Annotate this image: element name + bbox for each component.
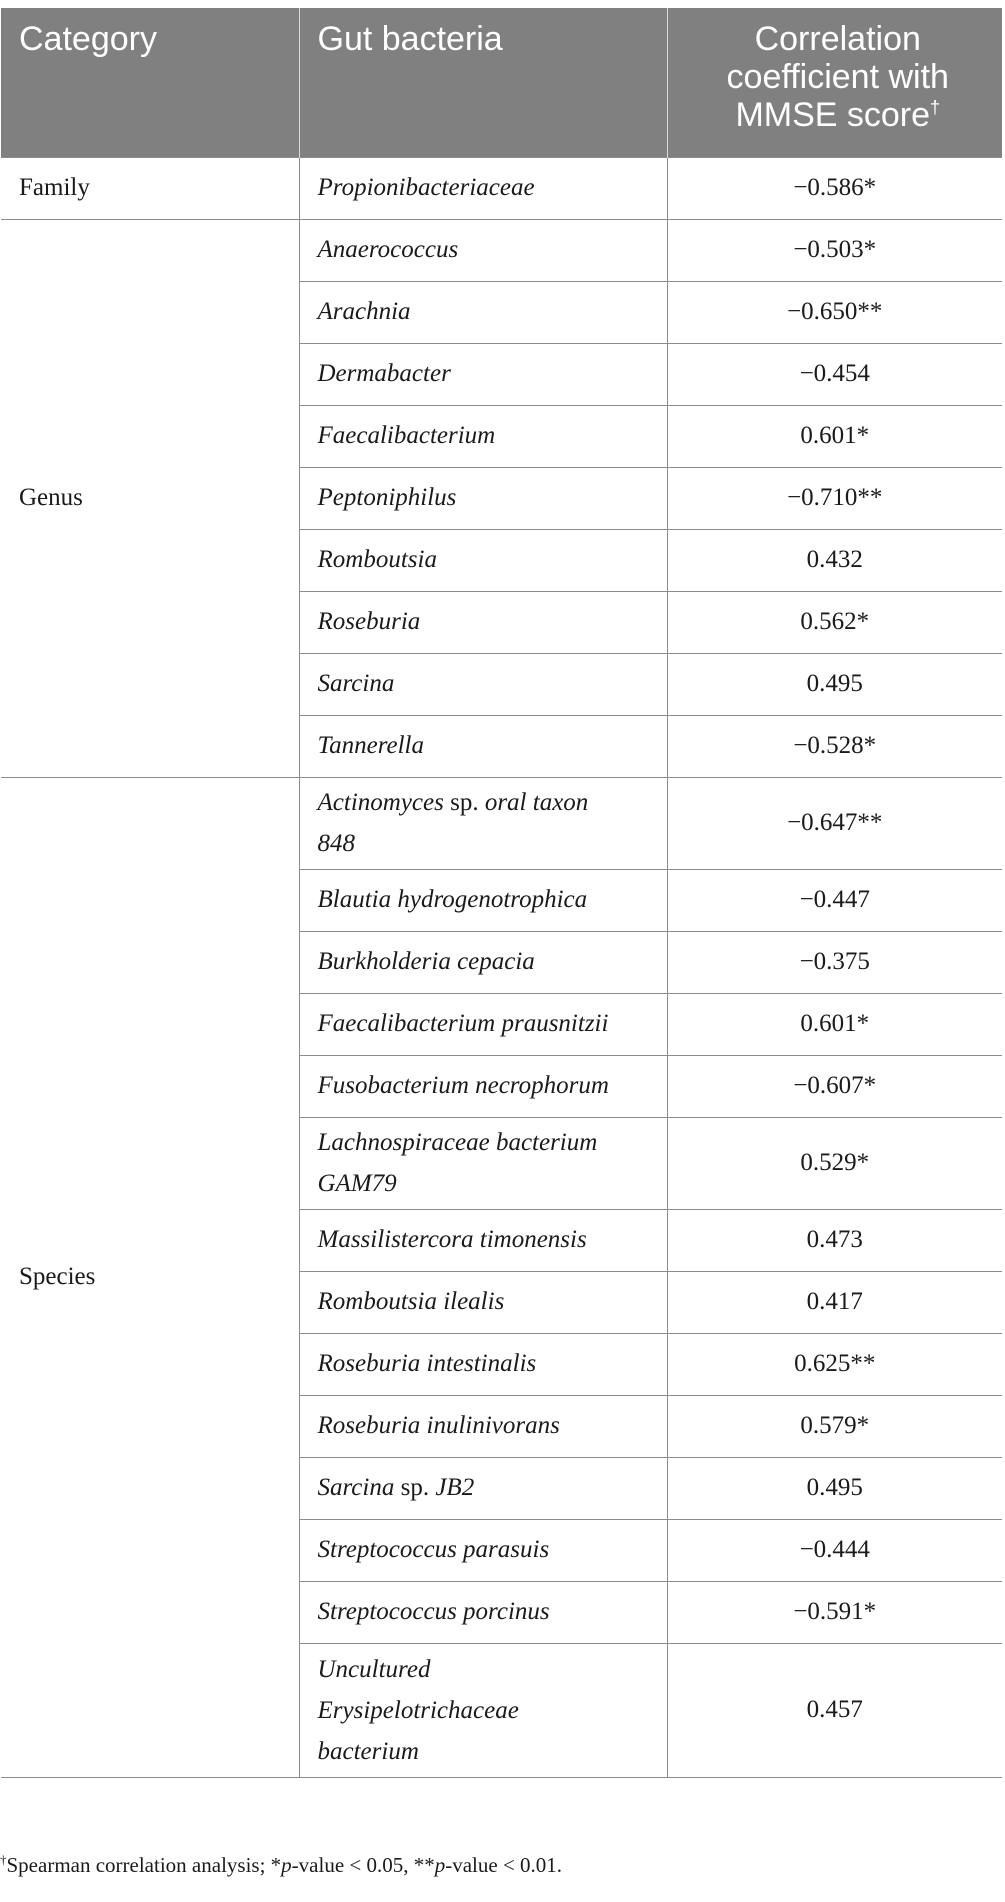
bacteria-name: Roseburia bbox=[317, 608, 421, 635]
footnote-text-2: -value < 0.05, ** bbox=[291, 1853, 435, 1877]
bacteria-name: Actinomyces bbox=[317, 789, 444, 816]
correlation-value-cell: 0.625** bbox=[667, 1333, 1002, 1395]
bacteria-name-cell bbox=[299, 281, 667, 343]
bacteria-name-sp: sp. bbox=[394, 1474, 436, 1501]
correlation-value-cell: 0.529* bbox=[667, 1117, 1002, 1209]
bacteria-name: Roseburia intestinalis bbox=[317, 1350, 537, 1377]
bacteria-name-cell bbox=[299, 1055, 667, 1117]
bacteria-name-cell bbox=[299, 1271, 667, 1333]
correlation-value-cell: −0.607* bbox=[667, 1055, 1002, 1117]
correlation-value-cell: −0.503* bbox=[667, 219, 1002, 281]
bacteria-name-cell bbox=[299, 405, 667, 467]
header-gut-bacteria: Gut bacteria bbox=[299, 8, 667, 157]
correlation-value-cell: 0.579* bbox=[667, 1395, 1002, 1457]
bacteria-name-line3: bacterium bbox=[317, 1737, 419, 1765]
header-correlation bbox=[667, 8, 1002, 157]
bacteria-name: Anaerococcus bbox=[317, 236, 459, 263]
correlation-value-cell: −0.586* bbox=[667, 157, 1002, 219]
correlation-value-cell: 0.432 bbox=[667, 529, 1002, 591]
bacteria-name-cell bbox=[299, 993, 667, 1055]
correlation-value-cell: −0.454 bbox=[667, 343, 1002, 405]
correlation-value-cell: −0.650** bbox=[667, 281, 1002, 343]
bacteria-name-tail: oral taxon bbox=[484, 789, 589, 816]
table-row bbox=[1, 219, 1002, 281]
bacteria-name: Romboutsia ilealis bbox=[317, 1288, 505, 1315]
correlation-value-cell: −0.375 bbox=[667, 931, 1002, 993]
correlation-value-cell: −0.447 bbox=[667, 869, 1002, 931]
table-row bbox=[1, 777, 1002, 869]
footnote-p-1: p bbox=[281, 1853, 292, 1877]
correlation-value-cell: 0.601* bbox=[667, 405, 1002, 467]
correlation-value-cell: 0.495 bbox=[667, 1457, 1002, 1519]
footnote-text-3: -value < 0.01. bbox=[445, 1853, 563, 1877]
bacteria-name: Lachnospiraceae bacterium bbox=[317, 1129, 598, 1156]
bacteria-name-cell bbox=[299, 1117, 667, 1209]
bacteria-name: Blautia hydrogenotrophica bbox=[317, 886, 588, 913]
bacteria-name-cell bbox=[299, 653, 667, 715]
header-dagger-mark: † bbox=[930, 97, 941, 118]
correlation-value-cell: −0.444 bbox=[667, 1519, 1002, 1581]
bacteria-name-line2: GAM79 bbox=[317, 1170, 397, 1197]
bacteria-name: Uncultured bbox=[317, 1655, 431, 1683]
bacteria-name: Dermabacter bbox=[317, 360, 451, 387]
bacteria-name-cell bbox=[299, 1457, 667, 1519]
category-cell: Family bbox=[1, 157, 299, 219]
category-cell: Species bbox=[1, 777, 299, 1777]
bacteria-name-cell bbox=[299, 1643, 667, 1777]
bacteria-name-cell bbox=[299, 1519, 667, 1581]
correlation-value-cell: −0.591* bbox=[667, 1581, 1002, 1643]
bacteria-name-tail: JB2 bbox=[435, 1474, 475, 1501]
bacteria-name-cell bbox=[299, 777, 667, 869]
bacteria-name-cell bbox=[299, 869, 667, 931]
bacteria-name-line2: 848 bbox=[317, 830, 355, 857]
correlation-value-cell: 0.562* bbox=[667, 591, 1002, 653]
correlation-value-cell: −0.710** bbox=[667, 467, 1002, 529]
bacteria-name-cell bbox=[299, 1209, 667, 1271]
header-correlation-line1: Correlation bbox=[754, 20, 921, 58]
correlation-value-cell: 0.495 bbox=[667, 653, 1002, 715]
bacteria-name-cell bbox=[299, 1395, 667, 1457]
bacteria-name: Sarcina bbox=[317, 670, 395, 697]
bacteria-name-cell bbox=[299, 591, 667, 653]
footnote-dagger: † bbox=[0, 1852, 7, 1867]
correlation-value-cell: 0.473 bbox=[667, 1209, 1002, 1271]
bacteria-name: Tannerella bbox=[317, 732, 424, 759]
category-cell: Genus bbox=[1, 219, 299, 777]
bacteria-name: Faecalibacterium prausnitzii bbox=[317, 1010, 609, 1037]
table-footnote bbox=[0, 1852, 562, 1878]
bacteria-name-cell bbox=[299, 219, 667, 281]
bacteria-name: Romboutsia bbox=[317, 546, 437, 573]
bacteria-name-cell bbox=[299, 157, 667, 219]
bacteria-name: Faecalibacterium bbox=[317, 422, 496, 449]
correlation-value-cell: −0.647** bbox=[667, 777, 1002, 869]
bacteria-name-cell bbox=[299, 715, 667, 777]
bacteria-name: Arachnia bbox=[317, 298, 411, 325]
table-body bbox=[1, 157, 1002, 1777]
bacteria-name-cell bbox=[299, 1333, 667, 1395]
bacteria-name: Massilistercora timonensis bbox=[317, 1226, 587, 1253]
header-category: Category bbox=[1, 8, 299, 157]
correlation-value-cell: 0.417 bbox=[667, 1271, 1002, 1333]
correlation-value-cell: −0.528* bbox=[667, 715, 1002, 777]
bacteria-name: Sarcina bbox=[317, 1474, 395, 1501]
header-correlation-line3: MMSE score bbox=[735, 96, 931, 134]
correlation-value-cell: 0.601* bbox=[667, 993, 1002, 1055]
footnote-p-2: p bbox=[434, 1853, 446, 1877]
correlation-table bbox=[1, 8, 1002, 1778]
bacteria-name-cell bbox=[299, 1581, 667, 1643]
header-row bbox=[1, 8, 1002, 157]
bacteria-name: Burkholderia cepacia bbox=[317, 948, 535, 975]
bacteria-name-sp: sp. bbox=[443, 789, 485, 816]
bacteria-name: Peptoniphilus bbox=[317, 484, 457, 511]
bacteria-name: Fusobacterium necrophorum bbox=[317, 1072, 609, 1099]
bacteria-name: Streptococcus parasuis bbox=[317, 1536, 550, 1563]
table-row bbox=[1, 157, 1002, 219]
bacteria-name: Streptococcus porcinus bbox=[317, 1598, 550, 1625]
bacteria-name: Roseburia inulinivorans bbox=[317, 1412, 560, 1439]
footnote-text-1: Spearman correlation analysis; * bbox=[6, 1853, 282, 1877]
bacteria-name-cell bbox=[299, 529, 667, 591]
bacteria-name-cell bbox=[299, 343, 667, 405]
header-correlation-line2: coefficient with bbox=[726, 58, 949, 96]
correlation-value-cell: 0.457 bbox=[667, 1643, 1002, 1777]
bacteria-name-line2: Erysipelotrichaceae bbox=[317, 1696, 519, 1724]
bacteria-name-cell bbox=[299, 467, 667, 529]
bacteria-name: Propionibacteriaceae bbox=[317, 174, 535, 201]
bacteria-name-cell bbox=[299, 931, 667, 993]
